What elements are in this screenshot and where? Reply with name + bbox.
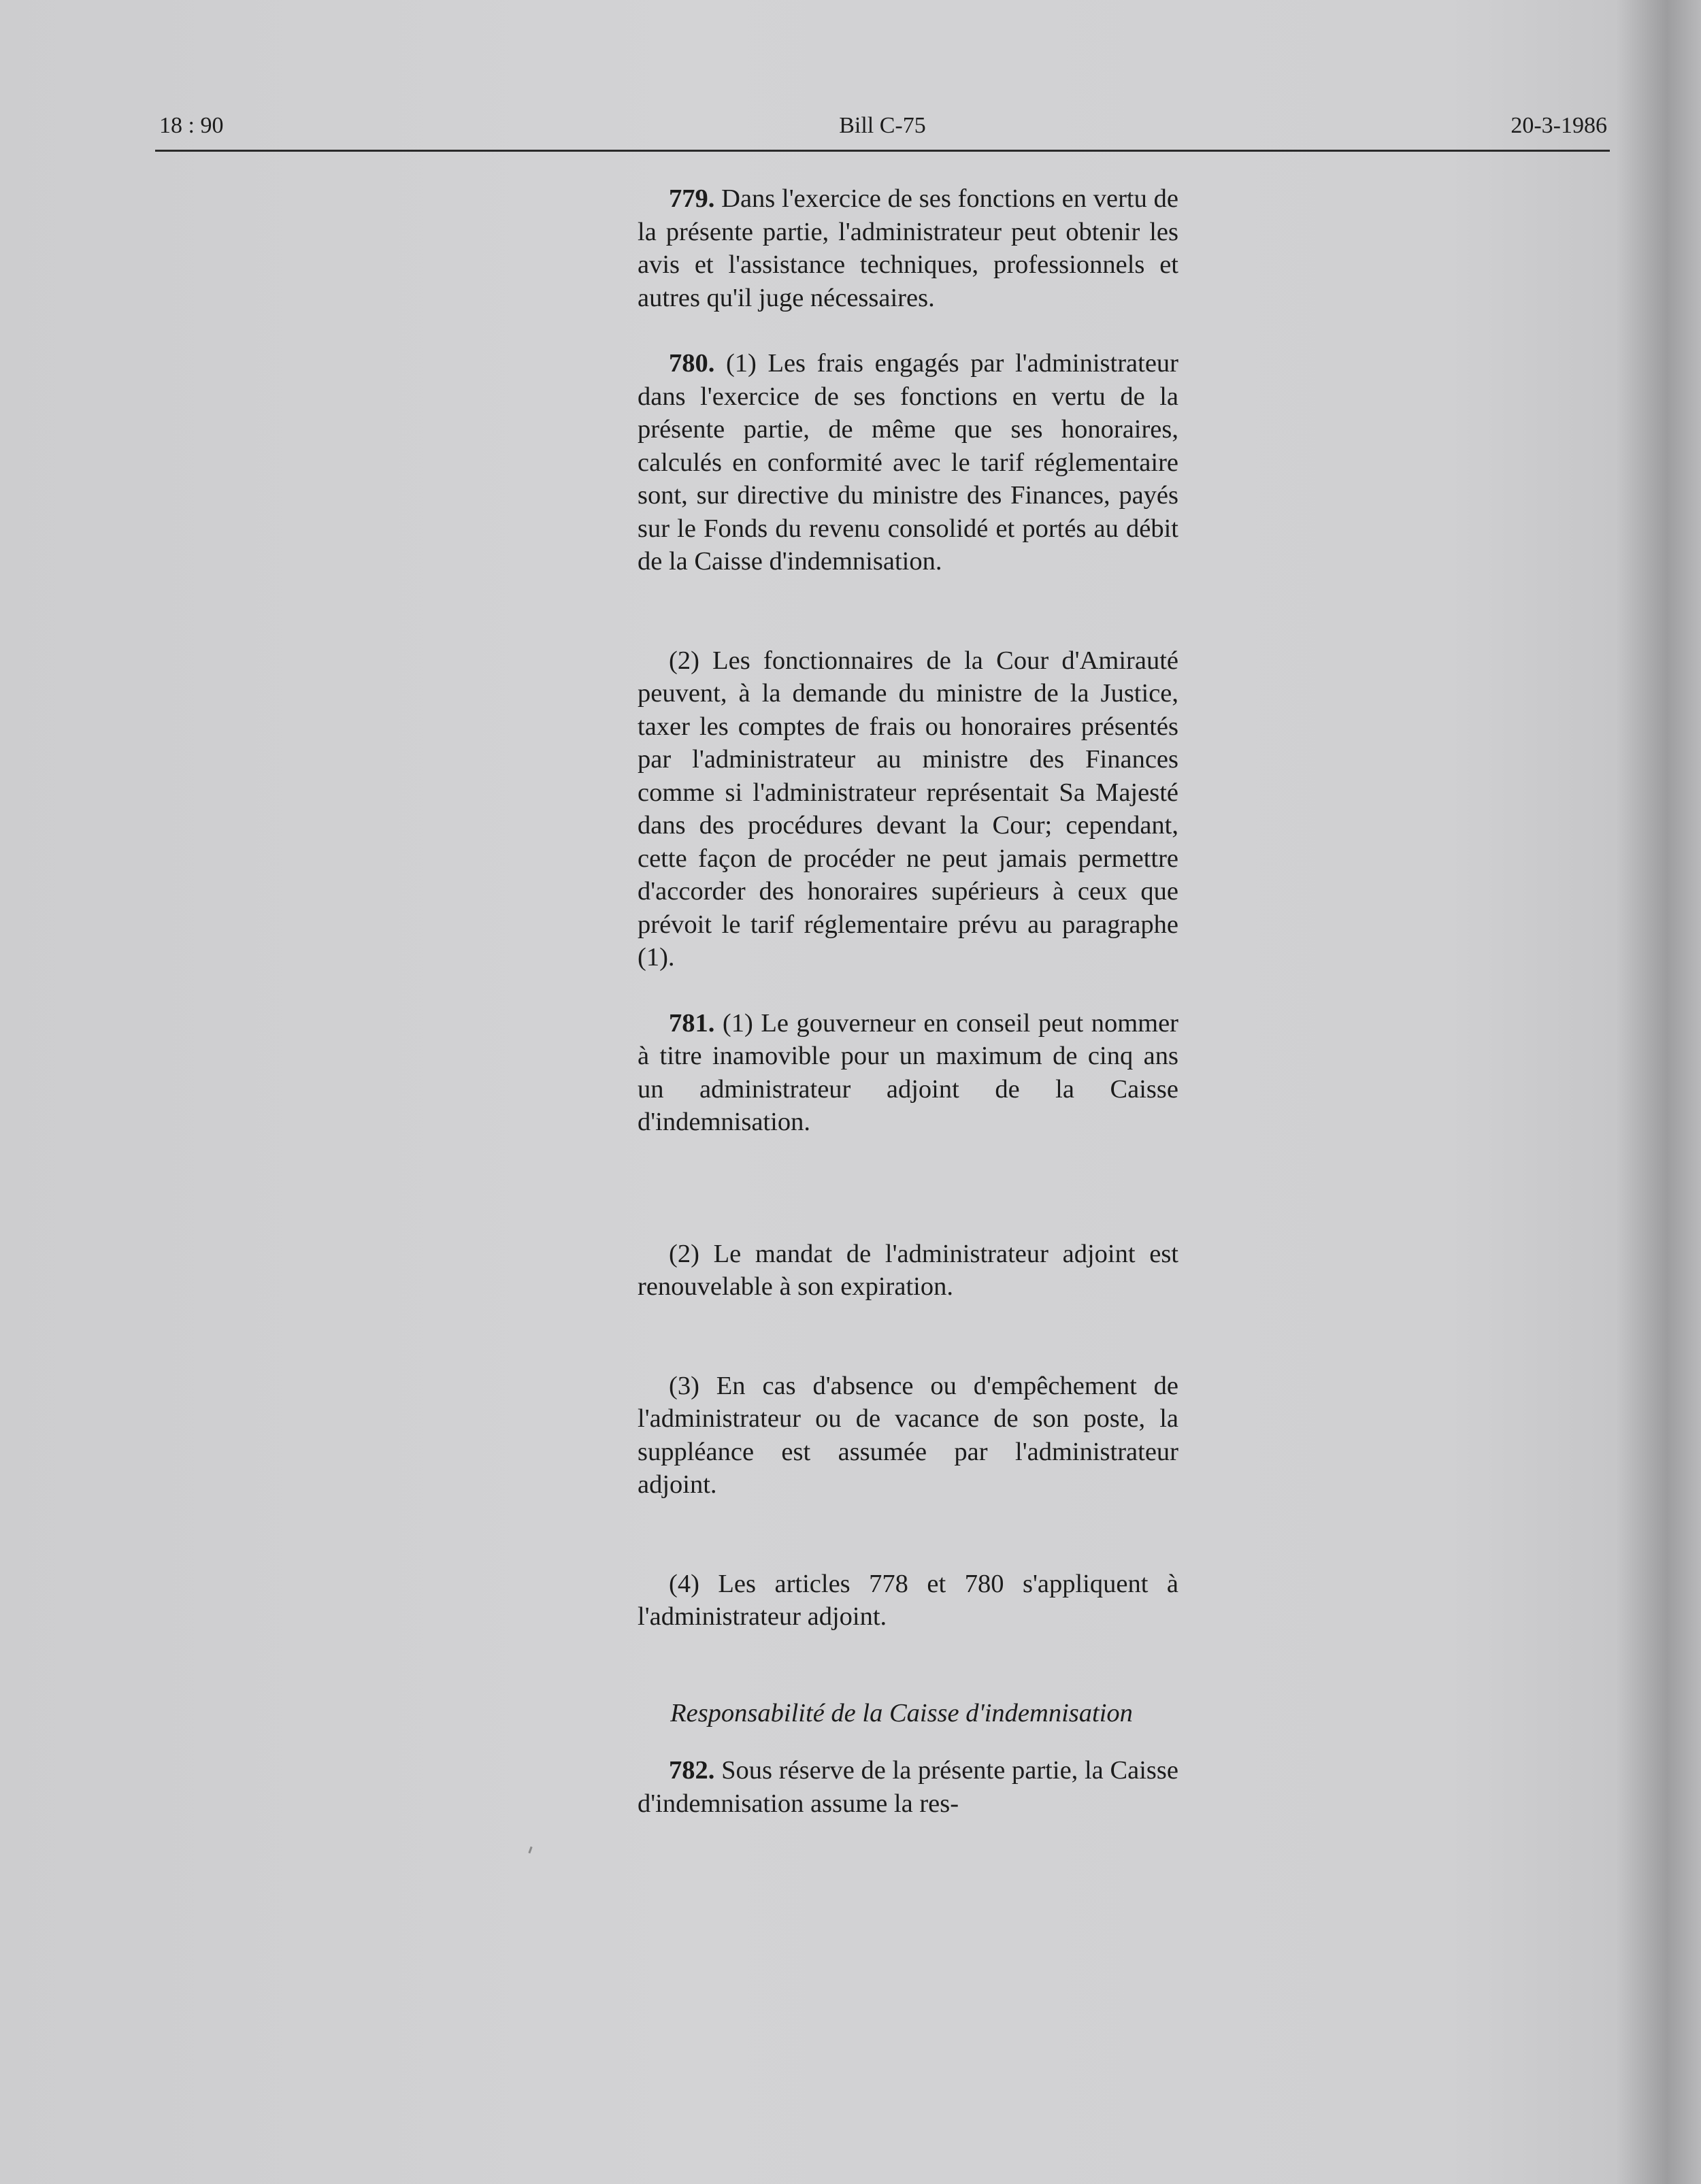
section-781-2 (638, 1238, 1178, 1304)
section-780-1 (638, 347, 1178, 578)
text-column-bottom (638, 1754, 1178, 1820)
section-number: 779. (669, 184, 715, 213)
section-text: (2) Le mandat de l'administrateur adjoint est renouvelable à son expiration. (638, 1239, 1178, 1301)
section-text: Dans l'exercice de ses fonctions en vertu de la présente partie, l'administrateur peut obtenir les avis et l'assistance techniques, professionnels et autres qu'il juge nécessaires. (638, 184, 1178, 312)
section-782 (638, 1754, 1178, 1820)
section-text: (4) Les articles 778 et 780 s'appliquent à l'administrateur adjoint. (638, 1569, 1178, 1631)
section-text: (1) Les frais engagés par l'administrateur dans l'exercice de ses fonctions en vertu de la présente partie, de même que ses honoraires, calculés en conformité avec le tarif réglementaire sont, sur directive du ministre des Finances, payés sur le Fonds du revenu consolidé et portés au débit de la Caisse d'indemnisation. (638, 349, 1178, 576)
section-780-2 (638, 644, 1178, 974)
section-779 (638, 182, 1178, 314)
section-text: Sous réserve de la présente partie, la Caisse d'indemnisation assume la res- (638, 1756, 1178, 1818)
page-header (155, 109, 1610, 152)
section-text: (3) En cas d'absence ou d'empêchement de l'administrateur ou de vacance de son poste, la suppléance est assumée par l'administrateur adjoint. (638, 1371, 1178, 1499)
page-number: 18 : 90 (159, 113, 224, 138)
section-text: (2) Les fonctionnaires de la Cour d'Amirauté peuvent, à la demande du ministre de la Justice, taxer les comptes de frais ou honoraires présentés par l'administrateur au ministre des Finances comme si l'administrateur représentait Sa Majesté dans des procédures devant la Cour; cependant, cette façon de procéder ne peut jamais permettre d'accorder des honoraires supérieurs à ceux que prévoit le tarif réglementaire prévu au paragraphe (1). (638, 646, 1178, 972)
section-number: 781. (669, 1008, 715, 1038)
text-column (638, 182, 1178, 1634)
section-number: 782. (669, 1756, 715, 1785)
section-number: 780. (669, 349, 715, 378)
section-text: (1) Le gouverneur en conseil peut nommer à titre inamovible pour un maximum de cinq ans un administrateur adjoint de la Caisse d'indemnisation. (638, 1008, 1178, 1136)
header-date: 20-3-1986 (1510, 113, 1607, 138)
section-781-4 (638, 1568, 1178, 1634)
section-781-1 (638, 1007, 1178, 1139)
section-781-3 (638, 1370, 1178, 1502)
section-heading: Responsabilité de la Caisse d'indemnisation (670, 1699, 1133, 1727)
bill-title: Bill C-75 (839, 113, 926, 138)
